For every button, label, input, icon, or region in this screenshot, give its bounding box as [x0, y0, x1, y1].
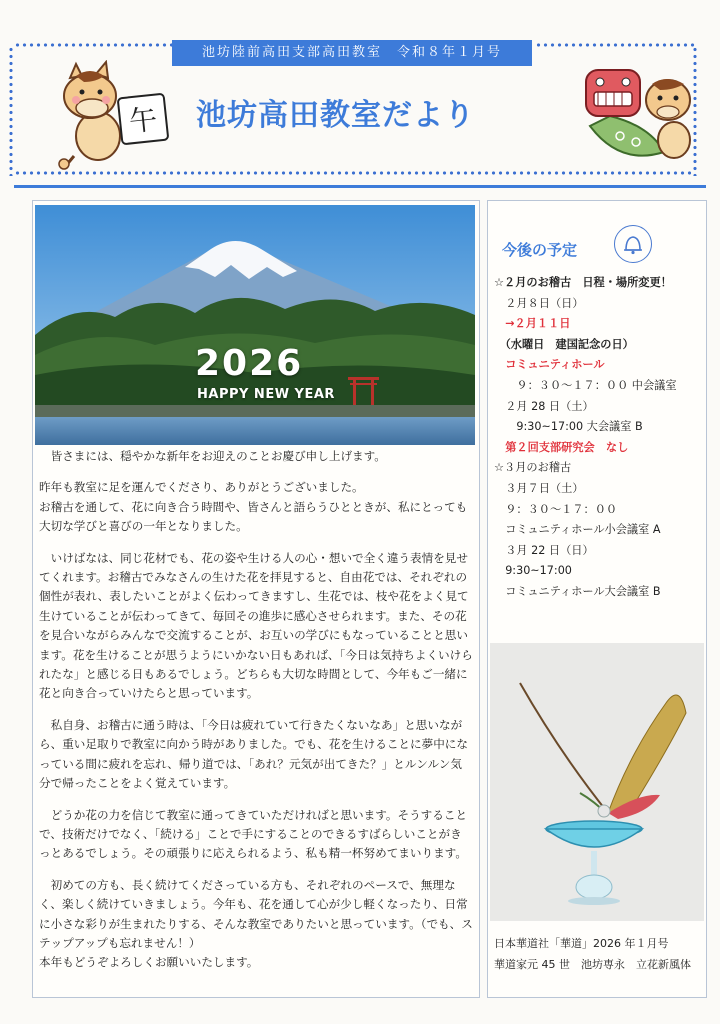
schedule-title: 今後の予定	[502, 241, 578, 259]
schedule-line: （水曜日 建国記念の日）	[494, 337, 634, 351]
schedule-line: コミュニティホール大会議室 B	[494, 584, 661, 598]
photo-greeting-text: HAPPY NEW YEAR	[197, 387, 335, 402]
schedule-line: →２月１１日	[494, 317, 571, 331]
schedule-line: 9:30~17:00	[494, 564, 572, 578]
decorative-dots	[535, 42, 695, 48]
bell-icon	[614, 225, 652, 263]
header-divider	[14, 185, 706, 188]
newsletter-title: 池坊高田教室だより	[196, 98, 475, 133]
schedule-line: ☆２月のお稽古 日程・場所変更！	[494, 276, 672, 289]
schedule-panel	[487, 200, 707, 998]
schedule-line: ☆３月のお稽古	[494, 461, 572, 475]
schedule-line: ３月７日（土）	[494, 481, 584, 495]
schedule-line: ９：３０～１７：００	[494, 502, 618, 516]
letter-paragraph: どうか花の力を信じて教室に通ってきていただければと思います。そうすることで、技術だけでなく、「続ける」ことで手にすることのできるすばらしいことがきっとあるでしょう。その頑張りに応えられるよう、私も精一杯努めてまいります。	[39, 807, 468, 861]
schedule-line: ３月 22 日（日）	[494, 543, 594, 557]
schedule-line: コミュニティホール小会議室 A	[494, 523, 661, 537]
schedule-line: 第２回支部研究会 なし	[494, 440, 629, 454]
ikebana-photo	[490, 643, 704, 921]
schedule-list	[494, 273, 704, 603]
mount-fuji-photo	[35, 205, 475, 445]
photo-year-text: 2026	[195, 343, 304, 384]
decorative-dots	[14, 170, 694, 176]
letter-paragraph: 昨年も教室に足を運んでくださり、ありがとうございました。 お稽古を通して、花に向き合う時間や、皆さんと語らうひとときが、私にとっても大切な学びと喜びの一年となりました。	[39, 480, 468, 534]
new-year-photo-image	[35, 205, 475, 445]
issue-band: 池坊陸前高田支部高田教室 令和８年１月号	[172, 40, 532, 66]
svg-text:午: 午	[127, 102, 159, 139]
schedule-line: ２月 28 日（土）	[494, 399, 594, 413]
letter-body	[39, 447, 473, 985]
schedule-line: ９：３０～１７：００ 中会議室	[494, 378, 677, 392]
ikebana-arrangement-image	[490, 643, 704, 921]
letter-paragraph: 初めての方も、長く続けてくださっている方も、それぞれのペースで、無理なく、楽しく続けていきましょう。今年も、花を通して心が少し軽くなったり、日常に小さな彩りが生まれたりする、そんな教室でありたいと思っています。（でも、ステップアップも忘れません！） 本年もどうぞよろしくお願いいたします。	[39, 877, 473, 970]
letter-paragraph: 私自身、お稽古に通う時は、「今日は疲れていて行きたくないなあ」と思いながら、重い足取りで教室に向かう時がありました。でも、花を生けることに夢中になっている間に疲れを忘れ、帰り道では、「あれ？元気が出てきた？」とルンルン気分で帰ったことをよく覚えています。	[39, 717, 468, 791]
letter-paragraph: 皆さまには、穏やかな新年をお迎えのことお慶び申し上げます。	[50, 449, 386, 463]
schedule-line: 9:30~17:00 大会議室 B	[494, 420, 643, 434]
letter-paragraph: いけばなは、同じ花材でも、花の姿や生ける人の心・想いで全く違う表情を見せてくれます。お稽古でみなさんの生けた花を拝見すると、自由花では、それぞれの個性が表れ、表したいことがよく伝わってきますし、生花では、枝や花をよく見て生けていることが伝わってきて、毎回その進歩に感心させられます。また、その花を見合いながらみんなで交流することが、お互いの学びにもなっていることと思います。花を生けることが思うようにいかない日もあれば、「今日は気持ちよくいけられたな」と感じる日もあるでしょう。どちらも大切な時間として、今年もご一緒に花と向き合っていけたらと思っています。	[39, 550, 473, 701]
caption-line: 華道家元 45 世 池坊専永 立花新風体	[494, 958, 691, 971]
horse-mascot-left	[56, 60, 176, 170]
schedule-line: コミュニティホール	[494, 358, 605, 372]
decorative-dots	[8, 46, 14, 176]
decorative-dots	[14, 42, 174, 48]
horse-mascot-right	[580, 56, 700, 166]
main-letter-panel	[32, 200, 480, 998]
caption-line: 日本華道社「華道」2026 年１月号	[494, 937, 669, 950]
photo-caption	[494, 933, 691, 975]
schedule-line: ２月８日（日）	[494, 296, 584, 310]
